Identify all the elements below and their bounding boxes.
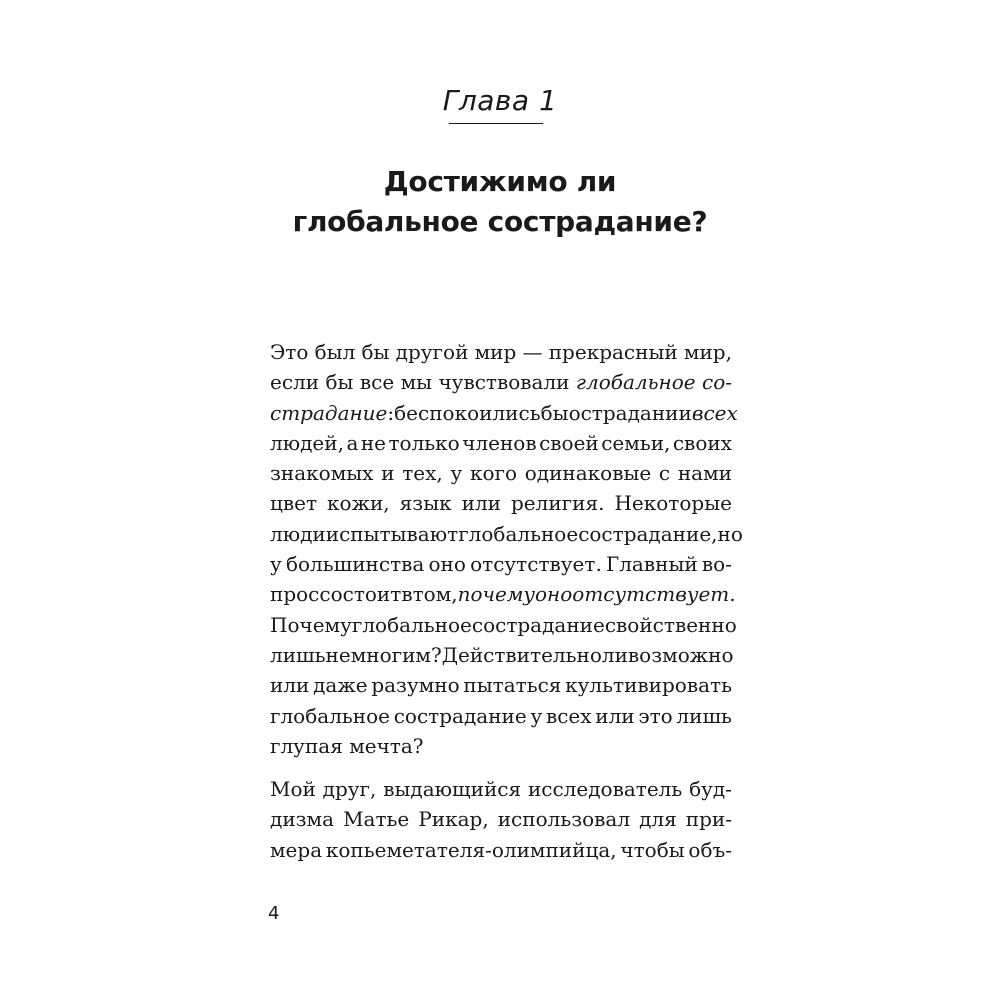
word: большинства [285,552,425,577]
text-line [270,774,732,804]
word: том, [412,582,458,607]
word: друг, [322,777,377,802]
word: страдание: [270,400,395,425]
word: мечта? [349,733,424,758]
text-line [270,398,738,428]
paragraph [270,774,732,865]
text-line [270,488,732,518]
word: семьи, [601,430,671,455]
word: сострадание [393,703,527,728]
word: чувствовали [438,370,570,395]
word: для [639,807,677,832]
text-line [270,731,732,761]
word: кожи, [327,491,390,516]
word: лишь [676,703,732,728]
word: Матье [343,807,410,832]
word: исследователь [527,777,683,802]
word: у [450,461,463,486]
word: у [530,703,543,728]
text-line [270,549,732,579]
text-line [270,610,737,640]
word: а [346,430,359,455]
word: прекрасный [548,340,678,364]
word: испытывают [325,521,459,546]
text-line [270,804,732,834]
word: знакомых [270,461,374,486]
word: но [717,521,743,546]
word: люди [270,521,326,546]
word: мир, [683,340,732,364]
word: своей [539,430,599,455]
word: Мой [270,777,316,802]
word: состоит [319,582,402,607]
word: пытаться [463,673,562,698]
word: в [401,582,413,607]
word: только [388,430,460,455]
page-number: 4 [268,903,280,924]
word: членов [462,430,537,455]
word: нами [677,461,732,486]
word: во- [701,552,732,577]
word: бы [325,370,354,395]
word: со- [702,370,732,395]
word: Рикар, [418,807,489,832]
word: Почему [270,612,352,637]
word: и [381,461,395,486]
word: мы [400,370,433,395]
word: одинаковые [524,461,652,486]
text-line [270,367,732,397]
word: Некоторые [614,491,732,516]
text-line [270,458,732,488]
word: оно [428,552,466,577]
word: сострадание [471,612,605,637]
word: даже [313,673,368,698]
word: отсутствует. [572,582,736,607]
word: кого [469,461,518,486]
word: беспокоились [394,400,541,425]
text-line [270,579,736,609]
word: оно [535,582,573,607]
word: все [359,370,395,395]
paragraph-gap [270,761,732,774]
word: глобальное [458,521,579,546]
word: разумно [371,673,460,698]
text-line [270,835,732,865]
word: людей, [270,430,344,455]
word: бы [361,340,390,364]
word: религия. [511,491,605,516]
word: у [270,552,282,577]
word: или [270,673,310,698]
word: мир [474,340,517,364]
word: был [314,340,356,364]
text-line [270,701,732,731]
word: всех [691,400,738,425]
word: не [360,430,387,455]
word: культивировать [565,673,732,698]
word: другой [395,340,469,364]
word: это [638,703,673,728]
word: мера [270,837,323,862]
word: буд- [689,777,732,802]
word: если [270,370,320,395]
word: Действительно [441,642,602,667]
word: возможно [627,642,734,667]
word: своих [672,430,732,455]
word: язык [399,491,452,516]
word: или [595,703,635,728]
word: почему [457,582,536,607]
word: цвет [270,491,318,516]
word: отсутствует. [470,552,602,577]
word: глобальное [270,703,390,728]
word: при- [685,807,732,832]
text-line [270,337,732,367]
word: Это [270,340,309,364]
word: чтобы [620,837,685,862]
chapter-underline [449,123,543,124]
word: всех [545,703,592,728]
word: Главный [605,552,698,577]
word: копьеметателя-олимпийца, [325,837,617,862]
word: дизма [270,807,335,832]
chapter-title [200,162,800,242]
word: или [461,491,501,516]
word: немногим? [325,642,442,667]
word: использовал [497,807,631,832]
word: выдающийся [383,777,522,802]
word: объ- [688,837,732,862]
word: о [568,400,581,425]
paragraph [270,337,743,761]
text-line [270,640,732,670]
word: лишь [270,642,326,667]
word: прос [270,582,320,607]
word: страдании [580,400,692,425]
word: глупая [270,733,343,758]
word: глобальное [351,612,472,637]
text-line [270,519,743,549]
body-text [270,337,743,865]
text-line [270,670,732,700]
chapter-title-line: Достижимо ли [383,165,617,198]
word: — [522,340,543,364]
word: с [658,461,671,486]
word: бы [540,400,569,425]
word: тех, [402,461,443,486]
text-line [270,428,732,458]
chapter-title-line: глобальное сострадание? [292,205,708,238]
word: свойственно [604,612,737,637]
word: глобальное [575,370,696,395]
word: ли [601,642,628,667]
chapter-label: Глава 1 [442,84,558,117]
word: сострадание, [578,521,718,546]
